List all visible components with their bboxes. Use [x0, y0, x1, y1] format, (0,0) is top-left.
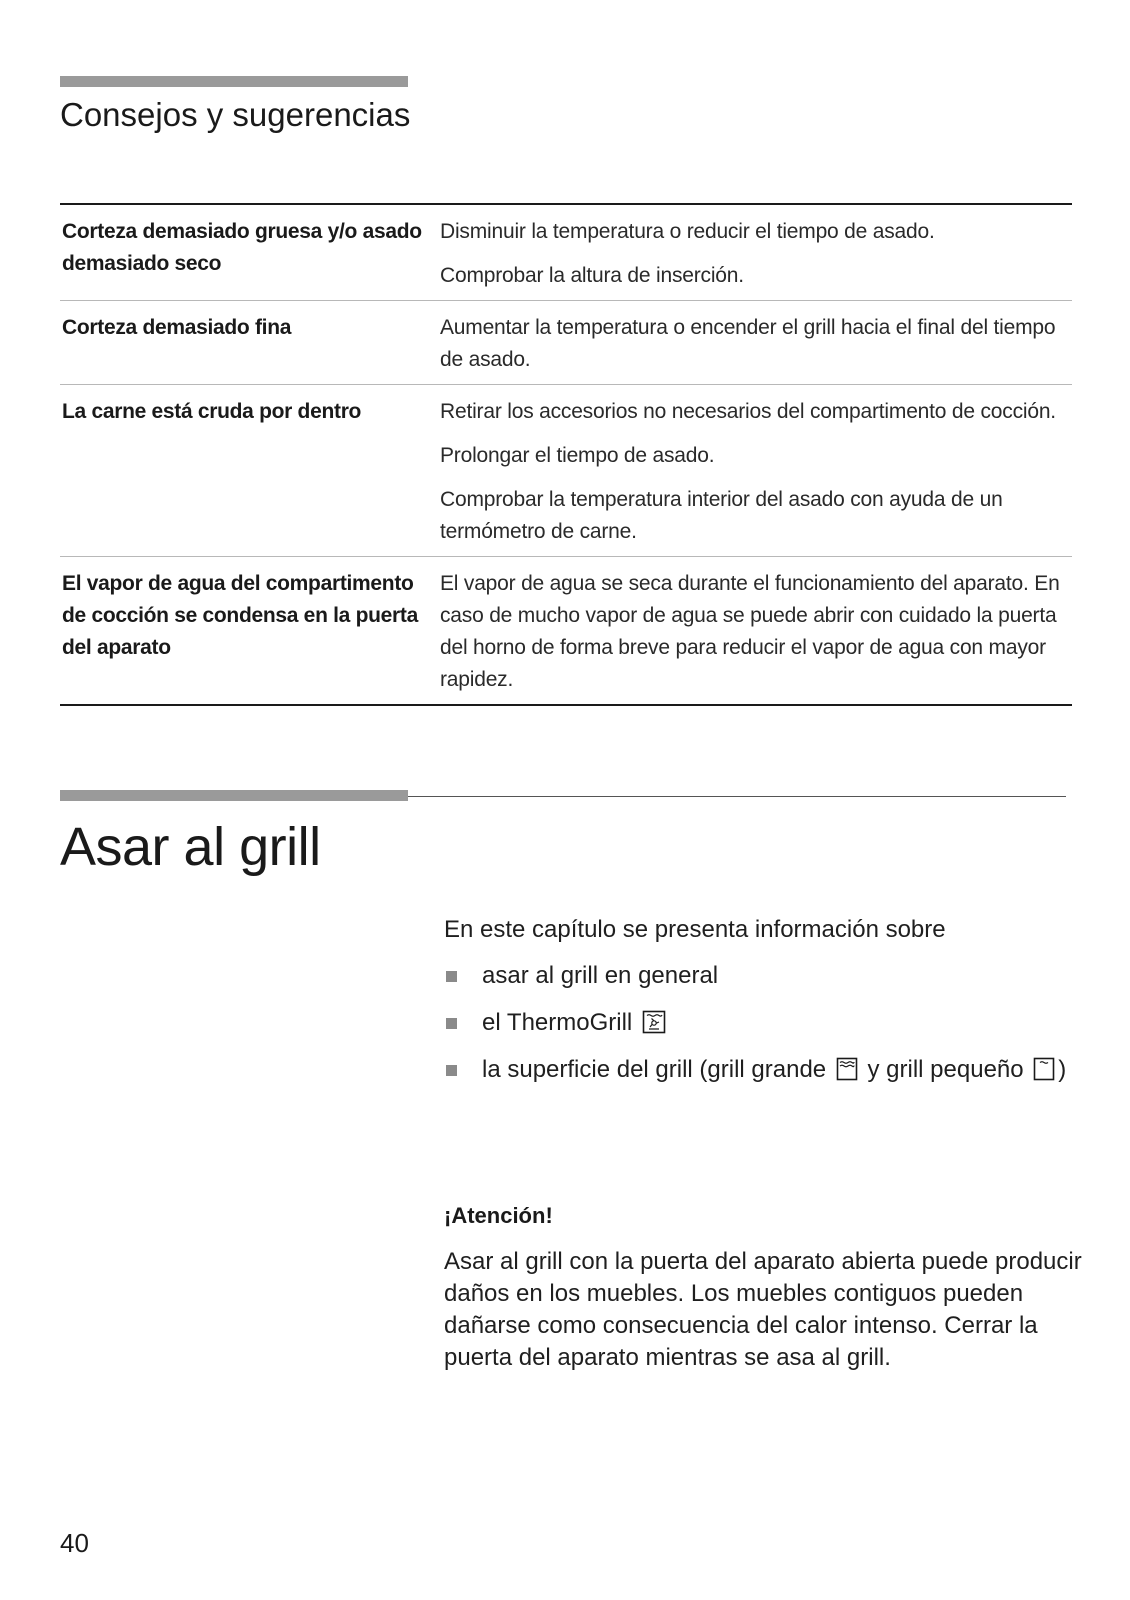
square-bullet-icon — [446, 971, 457, 982]
attention-text: Asar al grill con la puerta del aparato abierta puede producir daños en los muebles. Los muebles contiguos pueden dañarse como consecuencia del calor intenso. Cerrar la puerta del aparato mientras se asa al grill. — [444, 1248, 1082, 1371]
list-item — [444, 1007, 1084, 1039]
table-row — [60, 300, 1072, 384]
grill-topics-list — [444, 960, 1084, 1086]
list-item-text: y grill pequeño — [867, 1056, 1024, 1083]
tip-solutions — [440, 563, 1072, 696]
table-row — [60, 205, 1072, 300]
section-divider-bar — [60, 76, 408, 87]
page-number: 40 — [60, 1528, 89, 1558]
section-divider-bar — [60, 790, 408, 801]
tip-solution: Disminuir la temperatura o reducir el tiempo de asado. — [440, 220, 935, 243]
thermogrill-icon — [642, 1010, 666, 1034]
tip-problem: Corteza demasiado gruesa y/o asado demasiado seco — [62, 220, 422, 275]
list-item-text: ) — [1058, 1056, 1067, 1083]
tip-solution: Aumentar la temperatura o encender el grill hacia el final del tiempo de asado. — [440, 316, 1056, 371]
list-item-text: asar al grill en general — [482, 962, 719, 989]
list-item-text: el ThermoGrill — [482, 1009, 633, 1036]
grill-intro-block — [444, 914, 1084, 1101]
tip-solution: Retirar los accesorios no necesarios del compartimento de cocción. — [440, 400, 1056, 423]
list-item — [444, 1054, 1084, 1086]
attention-notice — [444, 1202, 1084, 1374]
list-item-text: la superficie del grill (grill grande — [482, 1056, 827, 1083]
grill-intro-text: En este capítulo se presenta información sobre — [444, 916, 946, 943]
list-item — [444, 960, 1084, 992]
tip-solution: Comprobar la altura de inserción. — [440, 264, 744, 287]
large-grill-icon — [836, 1057, 858, 1081]
tip-solution: El vapor de agua se seca durante el funcionamiento del aparato. En caso de mucho vapor de agua se puede abrir con cuidado la puerta del horno de forma breve para reducir el vapor de agua con mayor rapidez. — [440, 572, 1060, 691]
table-row — [60, 556, 1072, 704]
tips-table — [60, 203, 1072, 706]
square-bullet-icon — [446, 1018, 457, 1029]
tip-problem: El vapor de agua del compartimento de cocción se condensa en la puerta del aparato — [62, 572, 418, 659]
attention-title: ¡Atención! — [444, 1203, 553, 1228]
grill-section-title: Asar al grill — [60, 817, 321, 877]
tip-problem: La carne está cruda por dentro — [62, 400, 362, 423]
tip-solution: Prolongar el tiempo de asado. — [440, 444, 715, 467]
small-grill-icon — [1033, 1057, 1055, 1081]
section-divider-line — [408, 796, 1066, 797]
tip-solution: Comprobar la temperatura interior del asado con ayuda de un termómetro de carne. — [440, 488, 1003, 543]
tips-section-title: Consejos y sugerencias — [60, 96, 411, 133]
table-row — [60, 384, 1072, 556]
tip-solutions — [440, 307, 1072, 376]
tip-solutions — [440, 211, 1072, 292]
tip-problem: Corteza demasiado fina — [62, 316, 292, 339]
square-bullet-icon — [446, 1065, 457, 1076]
tip-solutions — [440, 391, 1072, 548]
